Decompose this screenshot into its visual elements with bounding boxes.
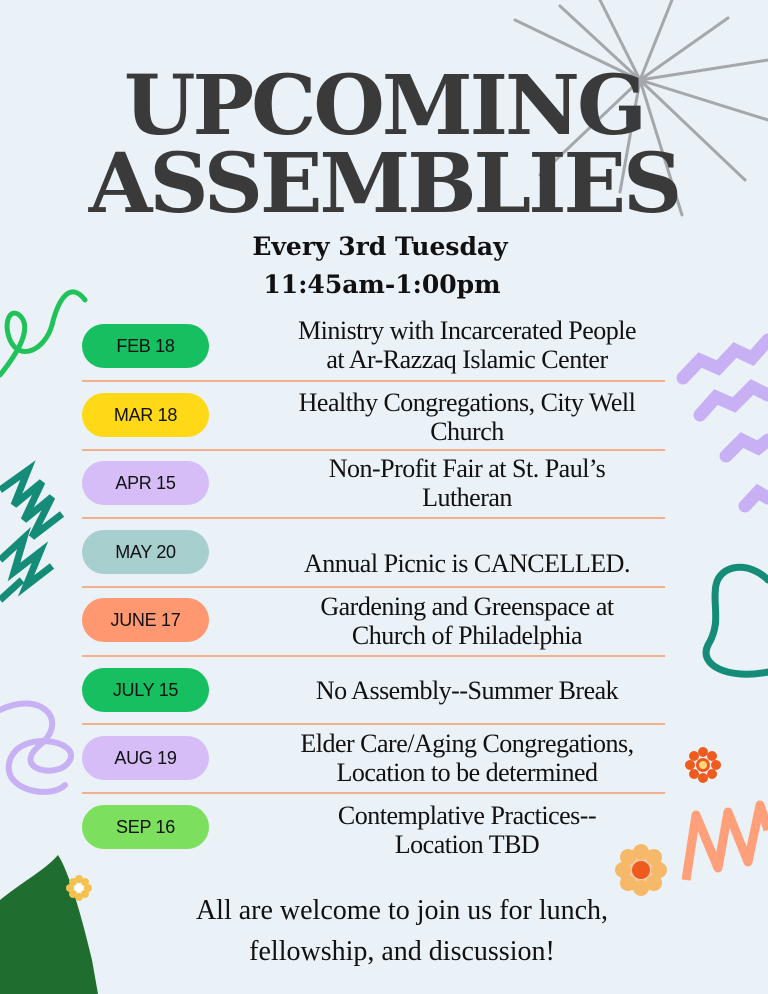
date-badge: JUNE 17	[82, 598, 209, 642]
teal-zigzag-doodle	[0, 470, 62, 600]
event-text-line: Church of Philadelphia	[351, 621, 583, 650]
lavender-scribble-doodle	[0, 703, 71, 791]
event-description	[262, 388, 672, 446]
row-divider	[82, 655, 665, 657]
event-text-line: Location to be determined	[336, 758, 598, 787]
row-divider	[82, 586, 665, 588]
date-badge: AUG 19	[82, 736, 209, 780]
event-description	[262, 801, 672, 859]
green-loop-doodle	[0, 292, 85, 375]
date-badge: APR 15	[82, 461, 209, 505]
lavender-wave-doodle	[683, 340, 768, 506]
row-divider	[82, 723, 665, 725]
row-divider	[82, 517, 665, 519]
event-text-line: Elder Care/Aging Congregations,	[300, 729, 634, 758]
date-badge: SEP 16	[82, 805, 209, 849]
row-divider	[82, 792, 665, 794]
page-title-line1: UPCOMING	[124, 58, 644, 154]
schedule-frequency: Every 3rd Tuesday	[252, 232, 508, 261]
footer-line1: All are welcome to join us for lunch,	[195, 895, 609, 926]
page-title-line2: ASSEMBLIES	[88, 136, 680, 232]
event-description	[262, 316, 672, 374]
date-badge: JULY 15	[82, 668, 209, 712]
row-divider	[82, 380, 665, 382]
orange-flower-icon	[685, 747, 721, 783]
schedule-time: 11:45am-1:00pm	[263, 270, 501, 299]
peach-zigzag-doodle	[686, 805, 768, 880]
teal-loop-doodle	[706, 567, 768, 674]
date-badge: MAR 18	[82, 393, 209, 437]
event-description	[262, 729, 672, 787]
footer-line2: fellowship, and discussion!	[249, 936, 555, 967]
event-description	[262, 592, 672, 650]
event-text-line: Gardening and Greenspace at	[320, 592, 614, 621]
event-description	[262, 549, 672, 578]
event-text-line: Church	[430, 417, 504, 446]
event-text-line: Non-Profit Fair at St. Paul’s	[328, 454, 606, 483]
event-description	[262, 676, 672, 705]
date-badge: FEB 18	[82, 324, 209, 368]
event-text-line: No Assembly--Summer Break	[315, 676, 619, 705]
event-text-line: Healthy Congregations, City Well	[298, 388, 636, 417]
event-text-line: at Ar-Razzaq Islamic Center	[326, 345, 608, 374]
event-description	[262, 454, 672, 512]
date-badge: MAY 20	[82, 530, 209, 574]
event-text-line: Contemplative Practices--	[337, 801, 597, 830]
event-text-line: Annual Picnic is CANCELLED.	[304, 549, 630, 578]
event-text-line: Lutheran	[422, 483, 512, 512]
event-text-line: Ministry with Incarcerated People	[298, 316, 636, 345]
row-divider	[82, 449, 665, 451]
event-text-line: Location TBD	[394, 830, 540, 859]
